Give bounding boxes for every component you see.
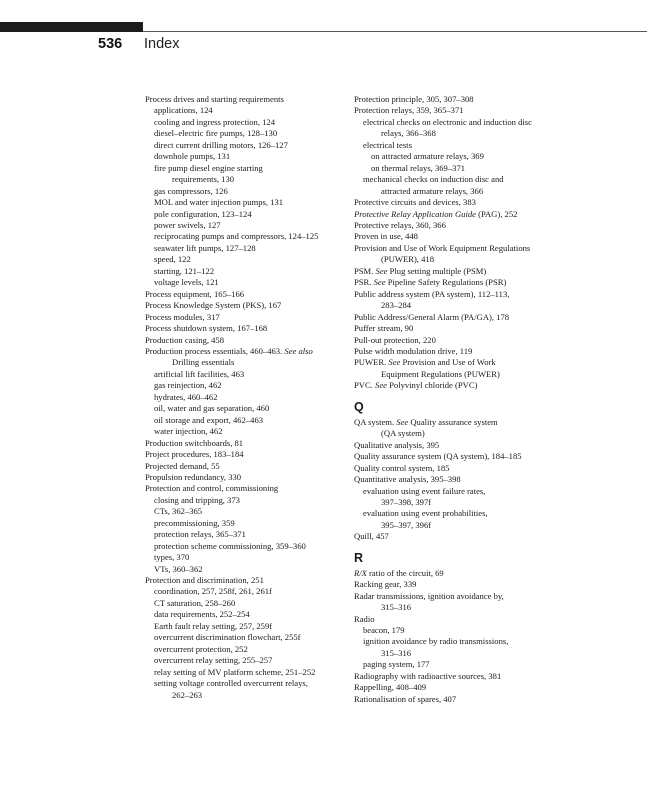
index-subentry <box>354 151 564 162</box>
index-subentry <box>145 586 345 597</box>
index-subentry <box>145 415 345 426</box>
entry-text: closing and tripping, 373 <box>154 494 240 505</box>
entry-text: seawater lift pumps, 127–128 <box>154 242 256 253</box>
entry-text: electrical tests <box>363 139 412 150</box>
entry-text: Protection and discrimination, 251 <box>145 575 264 586</box>
index-entry <box>145 438 345 449</box>
entry-text: power swivels, 127 <box>154 219 221 230</box>
entry-text: setting voltage controlled overcurrent relays, <box>154 678 308 689</box>
index-continuation <box>354 602 564 613</box>
entry-text: Protection principle, 305, 307–308 <box>354 94 474 104</box>
entry-text: protection scheme commissioning, 359–360 <box>154 540 306 551</box>
entry-text: speed, 122 <box>154 254 191 265</box>
entry-text: Quantitative analysis, 395–398 <box>354 474 461 485</box>
index-continuation <box>354 300 564 311</box>
index-entry <box>354 346 564 357</box>
index-entry <box>354 231 564 242</box>
index-subentry <box>145 621 345 632</box>
entry-text: Projected demand, 55 <box>145 460 220 471</box>
entry-text: fire pump diesel engine starting <box>154 162 263 173</box>
entry-text: Rappelling, 408–409 <box>354 682 427 693</box>
entry-text: oil storage and export, 462–463 <box>154 414 264 425</box>
index-subentry <box>145 541 345 552</box>
index-continuation <box>145 357 345 368</box>
index-entry <box>145 575 345 586</box>
entry-text: ignition avoidance by radio transmissions, <box>363 636 509 647</box>
index-entry <box>354 417 564 428</box>
entry-text: cooling and ingress protection, 124 <box>154 116 276 127</box>
index-entry <box>354 682 564 693</box>
index-subentry <box>354 117 564 128</box>
entry-text: data requirements, 252–254 <box>154 609 250 620</box>
index-entry <box>354 568 564 579</box>
entry-text: downhole pumps, 131 <box>154 151 231 162</box>
entry-text: Quill, 457 <box>354 531 389 542</box>
entry-text: voltage levels, 121 <box>154 277 219 288</box>
entry-text: MOL and water injection pumps, 131 <box>154 197 284 208</box>
index-entry <box>354 591 564 602</box>
index-entry <box>354 474 564 485</box>
index-subentry <box>354 486 564 497</box>
index-subentry <box>145 403 345 414</box>
entry-text: R/X <box>354 567 367 578</box>
entry-text: 315–316 <box>381 602 412 613</box>
entry-text: precommissioning, 359 <box>154 517 235 528</box>
entry-text: Quality control system, 185 <box>354 462 450 473</box>
index-entry <box>145 472 345 483</box>
index-subentry <box>354 163 564 174</box>
entry-text: Radar transmissions, ignition avoidance by, <box>354 590 504 601</box>
entry-text: Public address system (PA system), 112–113, <box>354 288 510 299</box>
entry-text: overcurrent protection, 252 <box>154 643 248 654</box>
index-continuation <box>354 369 564 380</box>
index-subentry <box>145 667 345 678</box>
index-entry <box>354 451 564 462</box>
index-continuation <box>354 128 564 139</box>
entry-text: Protection and control, commissioning <box>145 483 279 494</box>
index-subentry <box>145 140 345 151</box>
index-entry <box>354 94 564 105</box>
entry-text: (QA system) <box>381 428 425 439</box>
index-subentry <box>145 552 345 563</box>
entry-text: Quality assurance system (QA system), 184–185 <box>354 451 522 462</box>
entry-text: Rationalisation of spares, 407 <box>354 693 457 704</box>
entry-text: reciprocating pumps and compressors, 124–125 <box>154 231 319 242</box>
entry-text: Process drives and starting requirements <box>145 94 284 104</box>
index-letter-heading: Q <box>354 399 364 414</box>
index-entry <box>354 614 564 625</box>
entry-text: 262–263 <box>172 689 203 700</box>
index-subentry <box>145 186 345 197</box>
index-entry <box>354 335 564 346</box>
entry-text: Protective circuits and devices, 383 <box>354 197 476 208</box>
index-subentry <box>145 151 345 162</box>
index-entry <box>354 579 564 590</box>
entry-text: PSR. <box>354 277 372 288</box>
index-subentry <box>145 609 345 620</box>
entry-text: 395–397, 396f <box>381 519 432 530</box>
entry-text: Provision and Use of Work Equipment Regulations <box>354 242 531 253</box>
index-subentry <box>145 163 345 174</box>
index-continuation <box>145 690 345 701</box>
index-subentry <box>354 508 564 519</box>
index-continuation <box>354 254 564 265</box>
index-subentry <box>354 625 564 636</box>
entry-text: applications, 124 <box>154 105 213 116</box>
index-entry <box>145 335 345 346</box>
entry-text: coordination, 257, 258f, 261, 261f <box>154 586 272 597</box>
entry-text: Production casing, 458 <box>145 334 225 345</box>
index-entry <box>354 277 564 288</box>
entry-text: Earth fault relay setting, 257, 259f <box>154 620 273 631</box>
index-continuation <box>354 428 564 439</box>
index-entry <box>354 197 564 208</box>
entry-text: paging system, 177 <box>363 659 430 670</box>
entry-text: PUWER. <box>354 357 387 368</box>
index-subentry <box>145 231 345 242</box>
entry-text: VTs, 360–362 <box>154 563 203 574</box>
entry-text: attracted armature relays, 366 <box>381 185 484 196</box>
entry-tail: Polyvinyl chloride (PVC) <box>386 380 478 391</box>
index-entry <box>354 357 564 368</box>
index-subentry <box>354 659 564 670</box>
entry-text: relays, 366–368 <box>381 128 436 139</box>
entry-text: starting, 121–122 <box>154 265 215 276</box>
see-reference: See <box>375 380 387 391</box>
entry-tail: Provision and Use of Work <box>400 357 496 368</box>
index-entry <box>354 209 564 220</box>
see-reference: See also <box>284 345 313 356</box>
index-subentry <box>145 678 345 689</box>
index-entry <box>354 243 564 254</box>
entry-text: Protection relays, 359, 365–371 <box>354 105 464 116</box>
running-head: Index <box>144 36 180 52</box>
index-subentry <box>145 380 345 391</box>
entry-text: mechanical checks on induction disc and <box>363 174 504 185</box>
index-entry <box>145 346 345 357</box>
index-subentry <box>354 174 564 185</box>
entry-text: evaluation using event failure rates, <box>363 485 486 496</box>
entry-text: Protective Relay Application Guide <box>354 208 476 219</box>
index-subentry <box>145 128 345 139</box>
entry-text: Public Address/General Alarm (PA/GA), 178 <box>354 311 510 322</box>
entry-text: requirements, 130 <box>172 174 235 185</box>
entry-text: Radio <box>354 613 375 624</box>
index-entry <box>354 220 564 231</box>
index-subentry <box>354 636 564 647</box>
index-continuation <box>145 174 345 185</box>
entry-text: Racking gear, 339 <box>354 579 417 590</box>
index-entry <box>145 289 345 300</box>
entry-tail: (PAG), 252 <box>475 208 518 219</box>
see-reference: See <box>388 357 401 368</box>
entry-text: CTs, 362–365 <box>154 506 203 517</box>
index-subentry <box>354 140 564 151</box>
index-subentry <box>145 632 345 643</box>
entry-text: Equipment Regulations (PUWER) <box>381 368 500 379</box>
entry-text: Propulsion redundancy, 330 <box>145 471 242 482</box>
index-subentry <box>145 277 345 288</box>
entry-tail: Pipeline Safety Regulations (PSR) <box>385 277 507 288</box>
index-entry <box>354 289 564 300</box>
entry-text: CT saturation, 258–260 <box>154 597 236 608</box>
see-reference: See <box>373 277 386 288</box>
entry-text: PVC. <box>354 380 373 391</box>
entry-text: relay setting of MV platform scheme, 251–252 <box>154 666 316 677</box>
entry-text: types, 370 <box>154 552 190 563</box>
entry-text: PSM. <box>354 265 374 276</box>
index-column-left <box>145 94 345 701</box>
entry-tail: Quality assurance system <box>408 416 498 427</box>
entry-tail: Plug setting multiple (PSM) <box>387 265 487 276</box>
entry-text: Drilling essentials <box>172 357 235 368</box>
see-reference: See <box>396 416 409 427</box>
entry-text: 283–284 <box>381 300 412 311</box>
index-continuation <box>354 186 564 197</box>
index-subentry <box>145 506 345 517</box>
entry-text: evaluation using event probabilities, <box>363 508 488 519</box>
index-entry <box>354 440 564 451</box>
entry-text: Production process essentials, 460–463. <box>145 345 283 356</box>
entry-text: hydrates, 460–462 <box>154 391 218 402</box>
index-entry <box>145 300 345 311</box>
index-entry <box>354 105 564 116</box>
entry-text: 397–398, 397f <box>381 496 432 507</box>
entry-text: direct current drilling motors, 126–127 <box>154 139 288 150</box>
index-subentry <box>145 105 345 116</box>
index-subentry <box>145 564 345 575</box>
entry-text: Process Knowledge System (PKS), 167 <box>145 300 282 311</box>
entry-text: pole configuration, 123–124 <box>154 208 252 219</box>
entry-text: gas reinjection, 462 <box>154 380 222 391</box>
index-entry <box>354 531 564 542</box>
index-entry <box>145 94 345 105</box>
index-entry <box>354 266 564 277</box>
entry-text: water injection, 462 <box>154 426 223 437</box>
index-subentry <box>145 518 345 529</box>
index-entry <box>145 449 345 460</box>
entry-text: gas compressors, 126 <box>154 185 228 196</box>
entry-text: Protective relays, 360, 366 <box>354 219 446 230</box>
index-entry <box>354 323 564 334</box>
index-letter-heading: R <box>354 550 364 565</box>
entry-text: overcurrent discrimination flowchart, 255f <box>154 632 301 643</box>
entry-text: Project procedures, 183–184 <box>145 449 244 460</box>
index-entry <box>354 694 564 705</box>
index-entry <box>354 671 564 682</box>
index-subentry <box>145 392 345 403</box>
index-entry <box>145 312 345 323</box>
entry-text: Production switchboards, 81 <box>145 437 244 448</box>
entry-text: on attracted armature relays, 369 <box>371 151 484 162</box>
index-continuation <box>354 520 564 531</box>
entry-text: Pull-out protection, 220 <box>354 334 436 345</box>
index-subentry <box>145 266 345 277</box>
entry-text: oil, water and gas separation, 460 <box>154 403 270 414</box>
entry-text: Process shutdown system, 167–168 <box>145 323 268 334</box>
index-subentry <box>145 495 345 506</box>
entry-text: QA system. <box>354 416 395 427</box>
index-column-right <box>354 94 564 705</box>
index-subentry <box>145 243 345 254</box>
entry-text: Qualitative analysis, 395 <box>354 439 440 450</box>
index-entry <box>354 380 564 391</box>
entry-text: beacon, 179 <box>363 625 405 636</box>
entry-text: Process modules, 317 <box>145 311 220 322</box>
index-continuation <box>354 648 564 659</box>
entry-text: electrical checks on electronic and induction disc <box>363 116 532 127</box>
entry-text: diesel–electric fire pumps, 128–130 <box>154 128 278 139</box>
index-subentry <box>145 197 345 208</box>
page-number: 536 <box>98 36 123 52</box>
entry-text: Radiography with radioactive sources, 381 <box>354 670 502 681</box>
index-subentry <box>145 220 345 231</box>
entry-text: on thermal relays, 369–371 <box>371 162 466 173</box>
entry-text: Pulse width modulation drive, 119 <box>354 345 473 356</box>
entry-text: Puffer stream, 90 <box>354 323 414 334</box>
index-subentry <box>145 117 345 128</box>
index-continuation <box>354 497 564 508</box>
index-subentry <box>145 369 345 380</box>
index-entry <box>354 463 564 474</box>
entry-text: protection relays, 365–371 <box>154 529 246 540</box>
header-bar <box>0 22 143 32</box>
entry-text: (PUWER), 418 <box>381 254 434 265</box>
index-subentry <box>145 209 345 220</box>
entry-text: 315–316 <box>381 647 412 658</box>
entry-text: artificial lift facilities, 463 <box>154 368 245 379</box>
index-entry <box>145 323 345 334</box>
see-reference: See <box>375 265 388 276</box>
index-subentry <box>145 644 345 655</box>
index-entry <box>145 483 345 494</box>
header-rule <box>143 31 647 32</box>
index-subentry <box>145 254 345 265</box>
index-subentry <box>145 529 345 540</box>
index-subentry <box>145 655 345 666</box>
index-subentry <box>145 598 345 609</box>
entry-tail: ratio of the circuit, 69 <box>366 567 444 578</box>
index-entry <box>354 312 564 323</box>
entry-text: Proven in use, 448 <box>354 231 418 242</box>
entry-text: overcurrent relay setting, 255–257 <box>154 655 273 666</box>
index-entry <box>145 461 345 472</box>
entry-text: Process equipment, 165–166 <box>145 288 245 299</box>
index-subentry <box>145 426 345 437</box>
